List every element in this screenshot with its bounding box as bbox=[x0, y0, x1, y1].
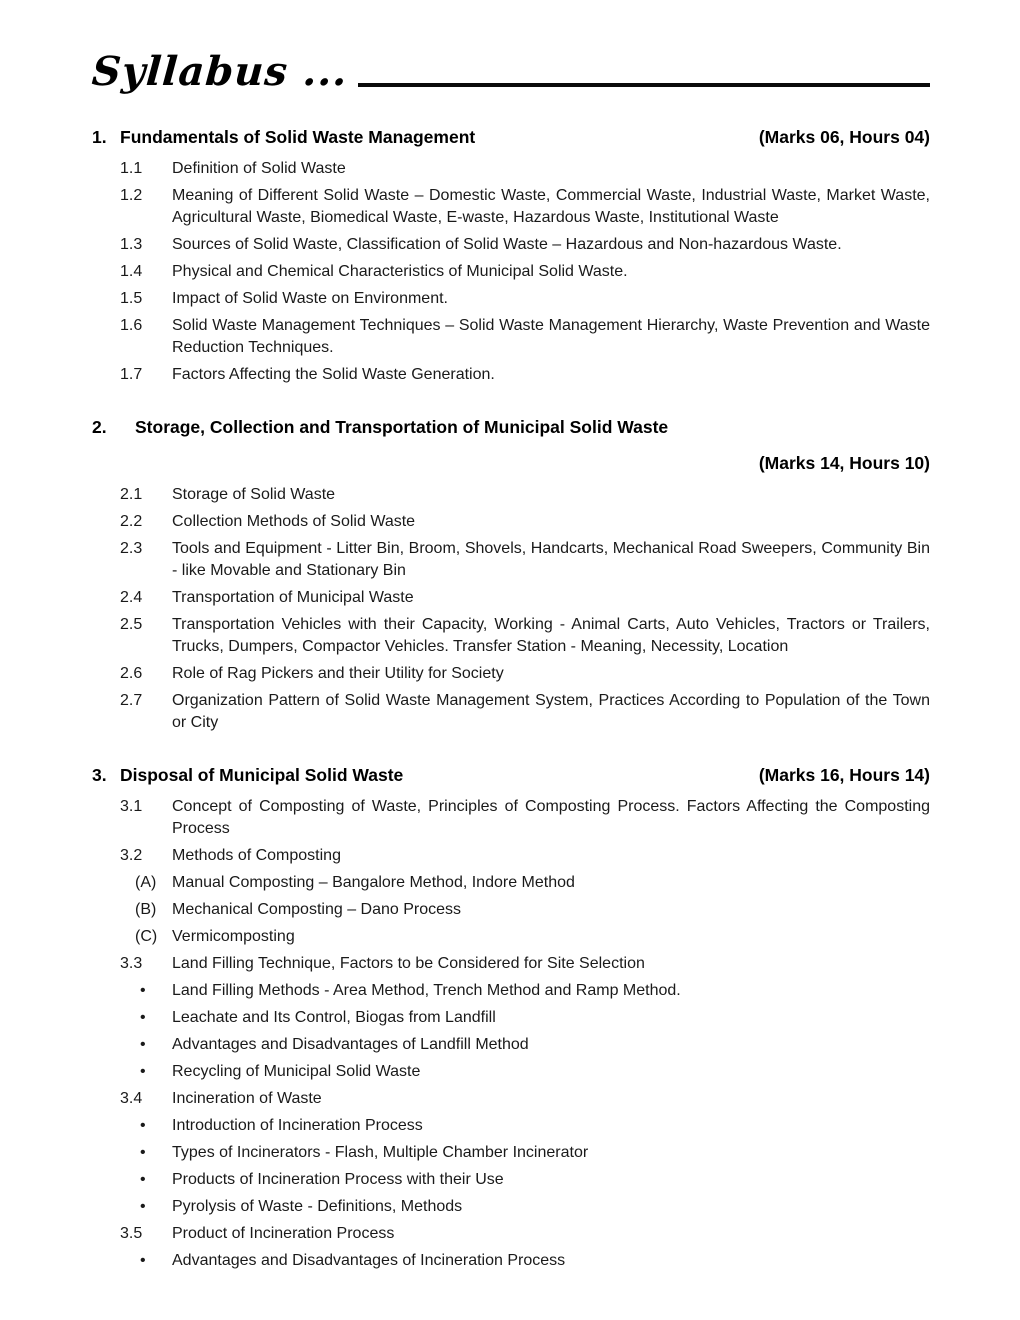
item-text: Incineration of Waste bbox=[172, 1089, 322, 1107]
item-label: 1.4 bbox=[120, 262, 143, 280]
syllabus-item bbox=[92, 953, 930, 975]
item-text: Mechanical Composting – Dano Process bbox=[172, 900, 462, 918]
section-heading bbox=[92, 126, 930, 150]
syllabus-item bbox=[92, 1169, 930, 1191]
item-label: 3.5 bbox=[120, 1224, 143, 1242]
section-title: Disposal of Municipal Solid Waste bbox=[120, 765, 404, 786]
item-label: (A) bbox=[135, 873, 157, 891]
item-text: Manual Composting – Bangalore Method, Indore Method bbox=[172, 873, 575, 891]
bullet-icon: • bbox=[140, 1143, 146, 1161]
item-label: 1.6 bbox=[120, 316, 143, 334]
syllabus-item bbox=[92, 484, 930, 506]
page-title: Syllabus ... bbox=[90, 48, 350, 95]
item-text: Definition of Solid Waste bbox=[172, 159, 346, 177]
item-label: 2.4 bbox=[120, 589, 143, 607]
item-label: 2.7 bbox=[120, 692, 143, 710]
item-label: 1.7 bbox=[120, 365, 143, 383]
item-text: Products of Incineration Process with their Use bbox=[172, 1170, 504, 1188]
item-text: Pyrolysis of Waste - Definitions, Methods bbox=[172, 1197, 463, 1215]
syllabus-item bbox=[92, 1115, 930, 1137]
bullet-icon: • bbox=[140, 1197, 146, 1215]
item-text: Leachate and Its Control, Biogas from Landfill bbox=[172, 1008, 496, 1026]
item-label: 1.2 bbox=[120, 186, 143, 204]
syllabus-item bbox=[92, 364, 930, 386]
syllabus-item bbox=[92, 1223, 930, 1245]
item-text: Advantages and Disadvantages of Incineration Process bbox=[172, 1251, 566, 1269]
item-text: Advantages and Disadvantages of Landfill Method bbox=[172, 1035, 529, 1053]
section-heading bbox=[92, 764, 930, 788]
bullet-icon: • bbox=[140, 1116, 146, 1134]
item-label: 2.6 bbox=[120, 665, 143, 683]
item-text: Vermicomposting bbox=[172, 927, 295, 945]
syllabus-item bbox=[92, 1142, 930, 1164]
syllabus-item bbox=[92, 899, 930, 921]
syllabus-item bbox=[92, 511, 930, 533]
section-items bbox=[92, 484, 930, 734]
bullet-icon: • bbox=[140, 1035, 146, 1053]
item-label: 3.4 bbox=[120, 1089, 143, 1107]
item-text: Physical and Chemical Characteristics of Municipal Solid Waste. bbox=[172, 262, 628, 280]
item-label: 2.5 bbox=[120, 616, 143, 634]
syllabus-item bbox=[92, 185, 930, 229]
syllabus-item bbox=[92, 1250, 930, 1272]
item-text: Land Filling Methods - Area Method, Trench Method and Ramp Method. bbox=[172, 981, 681, 999]
item-text: Solid Waste Management Techniques – Solid Waste Management Hierarchy, Waste Prevention and Waste Reduction Techniques. bbox=[172, 316, 930, 356]
bullet-icon: • bbox=[140, 1251, 146, 1269]
section-storage-collection-transportation bbox=[92, 416, 930, 735]
item-label: 3.1 bbox=[120, 797, 143, 815]
syllabus-item bbox=[92, 1088, 930, 1110]
section-marks: (Marks 06, Hours 04) bbox=[758, 127, 930, 147]
syllabus-item bbox=[92, 1061, 930, 1083]
syllabus-item bbox=[92, 845, 930, 867]
section-items bbox=[92, 158, 930, 386]
item-text: Transportation of Municipal Waste bbox=[172, 589, 414, 607]
section-title: Fundamentals of Solid Waste Management bbox=[120, 127, 476, 147]
section-fundamentals bbox=[92, 126, 930, 386]
syllabus-item bbox=[92, 796, 930, 840]
section-number: 3. bbox=[92, 765, 107, 786]
syllabus-item bbox=[92, 587, 930, 609]
item-text: Meaning of Different Solid Waste – Domestic Waste, Commercial Waste, Industrial Waste, Market Waste, Agricultural Waste, Biomedical Waste, E-waste, Hazardous Waste, Institutional Waste bbox=[172, 186, 930, 226]
syllabus-item bbox=[92, 872, 930, 894]
item-text: Organization Pattern of Solid Waste Management System, Practices According to Population of the Town or City bbox=[172, 692, 930, 732]
section-marks: (Marks 14, Hours 10) bbox=[758, 453, 930, 474]
bullet-icon: • bbox=[140, 1170, 146, 1188]
item-text: Collection Methods of Solid Waste bbox=[172, 513, 416, 531]
syllabus-item bbox=[92, 1196, 930, 1218]
item-text: Sources of Solid Waste, Classification of Solid Waste – Hazardous and Non-hazardous Waste. bbox=[172, 235, 842, 253]
section-disposal bbox=[92, 764, 930, 1272]
item-text: Land Filling Technique, Factors to be Considered for Site Selection bbox=[172, 954, 645, 972]
page-header bbox=[90, 48, 930, 95]
syllabus-item bbox=[92, 538, 930, 582]
syllabus-item bbox=[92, 158, 930, 180]
syllabus-item bbox=[92, 614, 930, 658]
item-text: Storage of Solid Waste bbox=[172, 486, 336, 504]
section-heading bbox=[92, 416, 930, 440]
syllabus-item bbox=[92, 1034, 930, 1056]
section-title: Storage, Collection and Transportation of Municipal Solid Waste bbox=[135, 416, 669, 437]
item-text: Introduction of Incineration Process bbox=[172, 1116, 423, 1134]
item-label: 1.3 bbox=[120, 235, 143, 253]
item-label: 2.3 bbox=[120, 540, 143, 558]
syllabus-item bbox=[92, 980, 930, 1002]
bullet-icon: • bbox=[140, 1008, 146, 1026]
item-label: (B) bbox=[135, 900, 157, 918]
syllabus-item bbox=[92, 926, 930, 948]
item-label: 3.3 bbox=[120, 954, 143, 972]
item-label: 3.2 bbox=[120, 846, 143, 864]
item-label: 1.5 bbox=[120, 289, 143, 307]
item-text: Types of Incinerators - Flash, Multiple Chamber Incinerator bbox=[172, 1143, 589, 1161]
item-label: (C) bbox=[135, 927, 158, 945]
item-label: 2.2 bbox=[120, 513, 143, 531]
section-items bbox=[92, 796, 930, 1272]
item-text: Recycling of Municipal Solid Waste bbox=[172, 1062, 421, 1080]
item-text: Concept of Composting of Waste, Principles of Composting Process. Factors Affecting the Composting Process bbox=[172, 797, 930, 837]
item-text: Transportation Vehicles with their Capacity, Working - Animal Carts, Auto Vehicles, Tractors or Trailers, Trucks, Dumpers, Compactor Vehicles. Transfer Station - Meaning, Necessity, Location bbox=[172, 616, 930, 656]
section-number: 2. bbox=[92, 416, 107, 437]
syllabus-item bbox=[92, 690, 930, 734]
section-number: 1. bbox=[92, 127, 107, 147]
header-rule bbox=[358, 83, 930, 87]
bullet-icon: • bbox=[140, 1062, 146, 1080]
item-text: Role of Rag Pickers and their Utility for Society bbox=[172, 665, 504, 683]
syllabus-item bbox=[92, 1007, 930, 1029]
item-text: Tools and Equipment - Litter Bin, Broom, Shovels, Handcarts, Mechanical Road Sweepers, Community Bin - like Movable and Stationary Bin bbox=[172, 540, 930, 580]
item-label: 1.1 bbox=[120, 159, 143, 177]
syllabus-item bbox=[92, 261, 930, 283]
syllabus-item bbox=[92, 315, 930, 359]
syllabus-item bbox=[92, 288, 930, 310]
item-label: 2.1 bbox=[120, 486, 143, 504]
bullet-icon: • bbox=[140, 981, 146, 999]
item-text: Factors Affecting the Solid Waste Generation. bbox=[172, 365, 495, 383]
section-marks: (Marks 16, Hours 14) bbox=[758, 765, 930, 786]
item-text: Impact of Solid Waste on Environment. bbox=[172, 289, 448, 307]
item-text: Product of Incineration Process bbox=[172, 1224, 395, 1242]
item-text: Methods of Composting bbox=[172, 846, 341, 864]
syllabus-item bbox=[92, 234, 930, 256]
syllabus-item bbox=[92, 663, 930, 685]
